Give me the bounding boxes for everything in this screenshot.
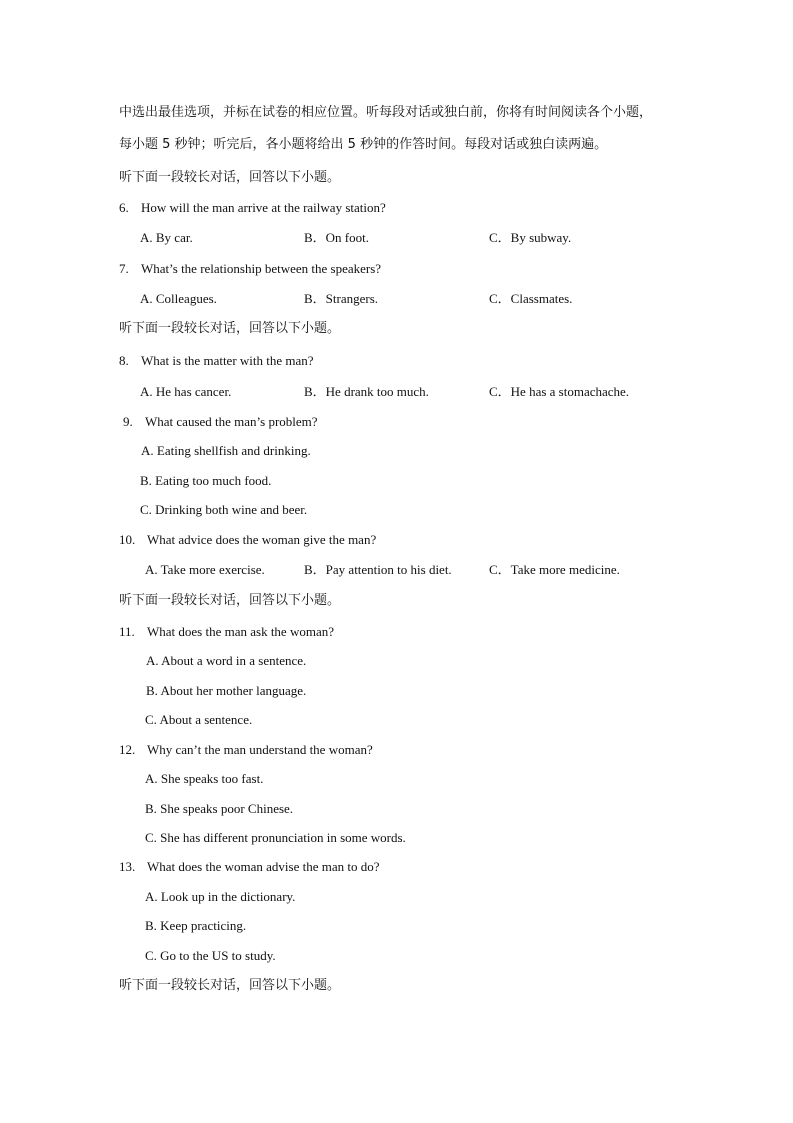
option-c: C. Drinking both wine and beer.: [140, 502, 308, 517]
question-number: 7.: [119, 261, 129, 276]
question-number: 10.: [119, 532, 136, 547]
question-number: 11.: [119, 624, 135, 639]
option-c: C．By subway.: [489, 230, 572, 245]
option-c: C．Classmates.: [489, 291, 573, 306]
question-text: What advice does the woman give the man?: [147, 532, 377, 547]
question-text: How will the man arrive at the railway station?: [141, 200, 386, 215]
option-c: C. Go to the US to study.: [145, 948, 276, 963]
question-text: Why can’t the man understand the woman?: [147, 742, 373, 757]
section-instruction: 听下面一段较长对话，回答以下小题。: [119, 170, 341, 185]
option-b: B．On foot.: [304, 230, 370, 245]
option-a: A. He has cancer.: [140, 384, 232, 399]
intro-line-1: 中选出最佳选项，并标在试卷的相应位置。听每段对话或独白前，你将有时间阅读各个小题，: [119, 105, 653, 120]
option-c: C．Take more medicine.: [489, 562, 620, 577]
section-instruction: 听下面一段较长对话，回答以下小题。: [119, 593, 341, 608]
question-number: 13.: [119, 859, 136, 874]
option-c: C. About a sentence.: [145, 712, 253, 727]
question-number: 6.: [119, 200, 129, 215]
option-b: B. She speaks poor Chinese.: [145, 801, 294, 816]
option-a: A. She speaks too fast.: [145, 771, 264, 786]
option-c: C．He has a stomachache.: [489, 384, 630, 399]
option-a: A. Take more exercise.: [145, 562, 265, 577]
section-instruction: 听下面一段较长对话，回答以下小题。: [119, 978, 341, 993]
option-c: C. She has different pronunciation in some words.: [145, 830, 406, 845]
option-b: B．Strangers.: [304, 291, 379, 306]
question-text: What does the woman advise the man to do?: [147, 859, 380, 874]
question-text: What is the matter with the man?: [141, 353, 314, 368]
question-number: 12.: [119, 742, 136, 757]
option-a: A. About a word in a sentence.: [146, 653, 307, 668]
option-a: A. By car.: [140, 230, 193, 245]
option-b: B．He drank too much.: [304, 384, 429, 399]
question-text: What’s the relationship between the speakers?: [141, 261, 382, 276]
option-b: B．Pay attention to his diet.: [304, 562, 452, 577]
section-instruction: 听下面一段较长对话，回答以下小题。: [119, 321, 341, 336]
option-b: B. Eating too much food.: [140, 473, 272, 488]
question-text: What does the man ask the woman?: [147, 624, 334, 639]
option-a: A. Look up in the dictionary.: [145, 889, 296, 904]
option-b: B. Keep practicing.: [145, 918, 247, 933]
question-number: 8.: [119, 353, 129, 368]
option-a: A. Colleagues.: [140, 291, 217, 306]
option-a: A. Eating shellfish and drinking.: [141, 443, 311, 458]
intro-line-2: 每小题 5 秒钟；听完后，各小题将给出 5 秒钟的作答时间。每段对话或独白读两遍。: [119, 137, 608, 152]
option-b: B. About her mother language.: [146, 683, 307, 698]
question-number: 9.: [123, 414, 133, 429]
question-text: What caused the man’s problem?: [145, 414, 318, 429]
